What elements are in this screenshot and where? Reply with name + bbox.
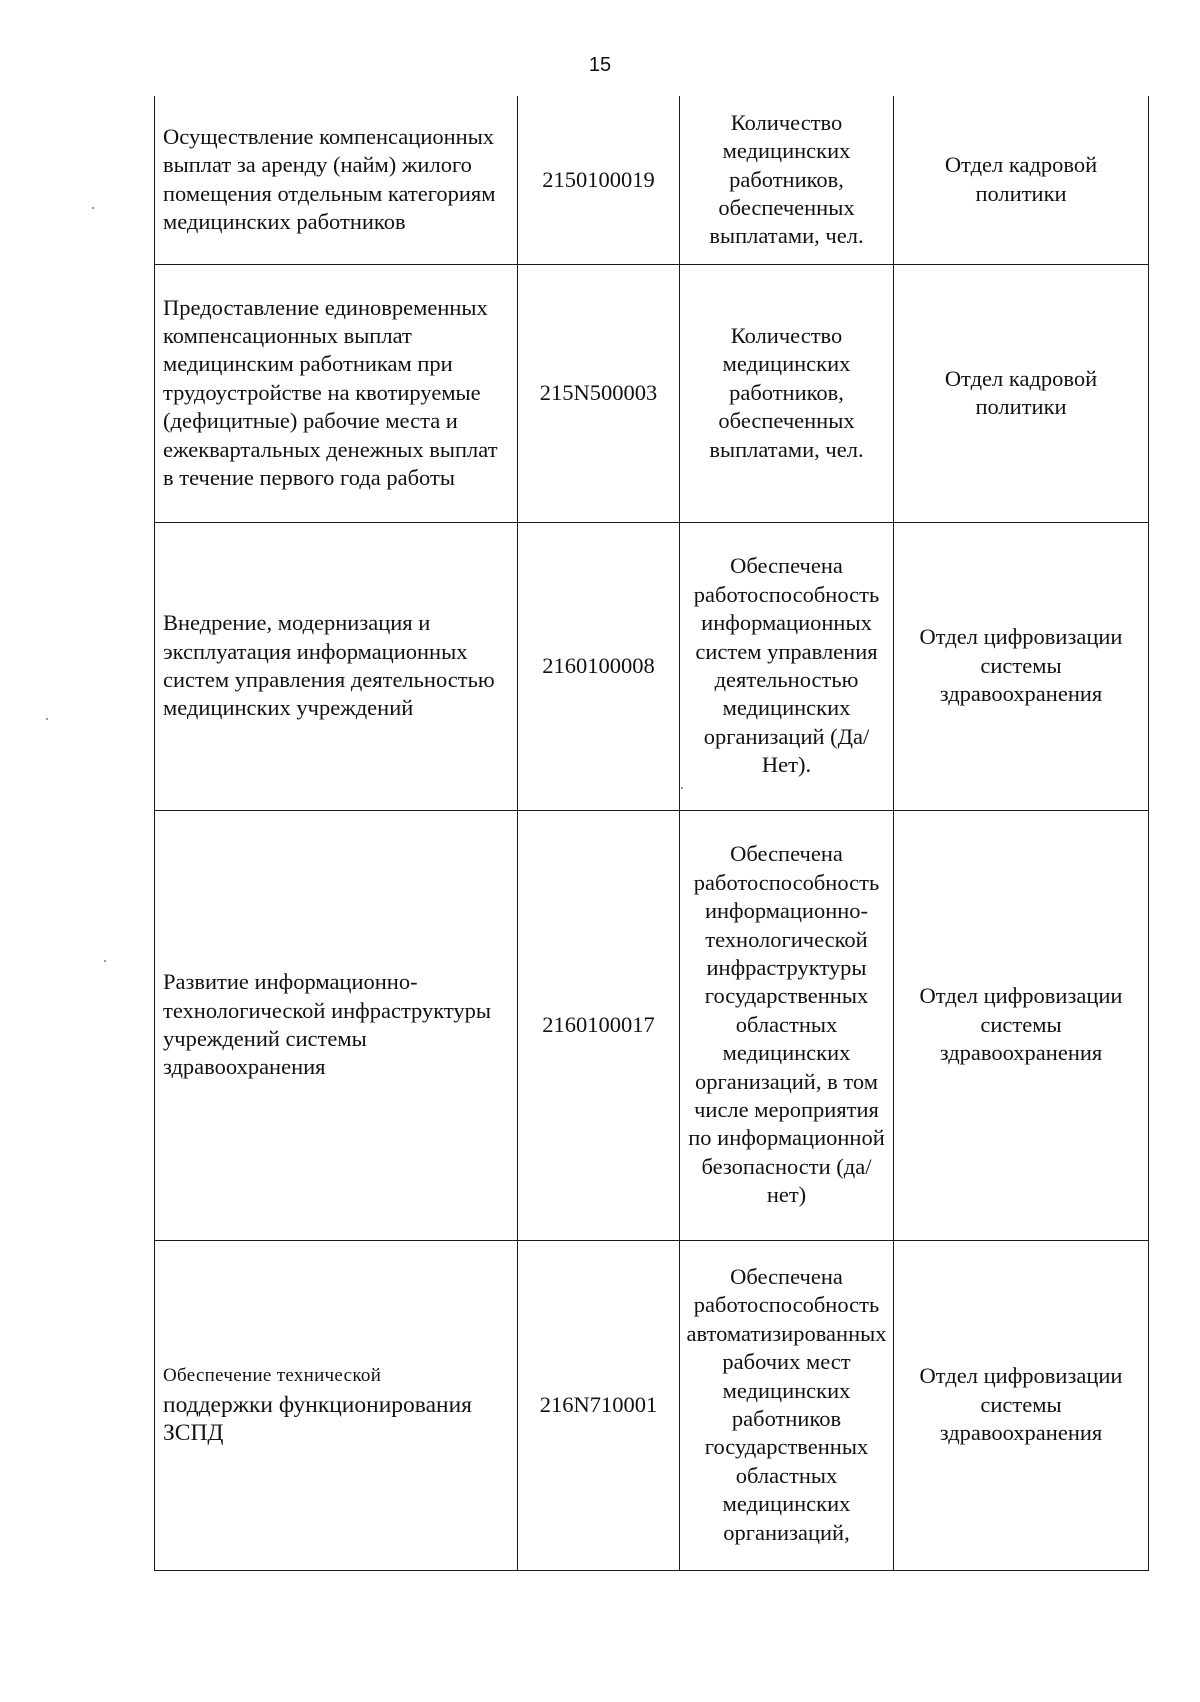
budget-code-cell: 216N710001	[518, 1240, 680, 1570]
indicator-cell: Обеспечена работоспособность информационно-технологической инфраструктуры государственных областных медицинских организаций, в том числе мероприятия по информационной безопасности (да/нет)	[680, 810, 894, 1240]
measures-table	[154, 96, 1149, 1571]
budget-code-cell: 215N500003	[518, 264, 680, 522]
budget-code-cell: 2160100008	[518, 522, 680, 810]
responsible-cell: Отдел цифровизации системы здравоохранения	[894, 1240, 1149, 1570]
table-row	[155, 264, 1149, 522]
measure-name-cell	[155, 1240, 518, 1570]
indicator-cell: Количество медицинских работников, обеспеченных выплатами, чел.	[680, 264, 894, 522]
responsible-cell: Отдел кадровой политики	[894, 264, 1149, 522]
responsible-cell: Отдел цифровизации системы здравоохранения	[894, 810, 1149, 1240]
table-row	[155, 96, 1149, 264]
budget-code-cell: 2150100019	[518, 96, 680, 264]
table-row	[155, 522, 1149, 810]
budget-code-cell: 2160100017	[518, 810, 680, 1240]
responsible-cell: Отдел цифровизации системы здравоохранения	[894, 522, 1149, 810]
scan-speck	[681, 787, 683, 789]
indicator-cell: Количество медицинских работников, обеспеченных выплатами, чел.	[680, 96, 894, 264]
measure-name-cell: Осуществление компенсационных выплат за аренду (найм) жилого помещения отдельным категориям медицинских работников	[155, 96, 518, 264]
table-row	[155, 810, 1149, 1240]
scan-speck	[46, 718, 48, 720]
measure-name-line-2: поддержки функционирования ЗСПД	[163, 1391, 472, 1447]
indicator-cell: Обеспечена работоспособность информационных систем управления деятельностью медицинских организаций (Да/Нет).	[680, 522, 894, 810]
scan-speck	[104, 960, 106, 962]
scan-speck	[92, 207, 94, 209]
table-row	[155, 1240, 1149, 1570]
page-number: 15	[588, 54, 612, 76]
measure-name-cell: Предоставление единовременных компенсационных выплат медицинским работникам при трудоустройстве на квотируемые (дефицитные) рабочие места и ежеквартальных денежных выплат в течение первого года работы	[155, 264, 518, 522]
measure-name-cell: Внедрение, модернизация и эксплуатация информационных систем управления деятельностью медицинских учреждений	[155, 522, 518, 810]
responsible-cell: Отдел кадровой политики	[894, 96, 1149, 264]
measure-name-cell: Развитие информационно-технологической инфраструктуры учреждений системы здравоохранения	[155, 810, 518, 1240]
indicator-cell: Обеспечена работоспособность автоматизированных рабочих мест медицинских работников государственных областных медицинских организаций,	[680, 1240, 894, 1570]
measure-name-line-1: Обеспечение технической	[163, 1365, 382, 1387]
